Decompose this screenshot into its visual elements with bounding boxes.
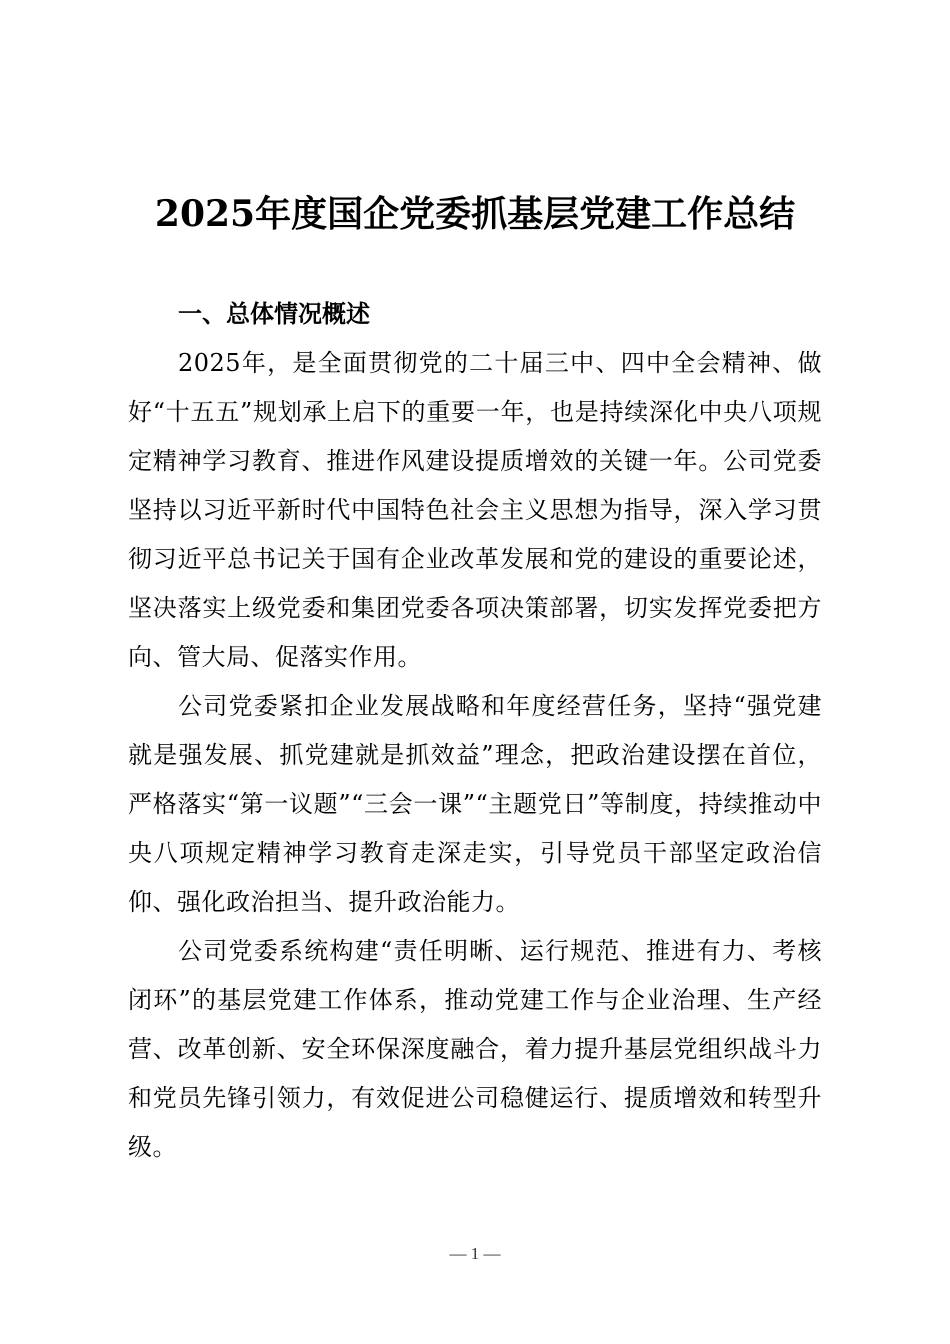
section-heading: 一、总体情况概述 [178, 300, 370, 328]
page-number: — 1 — [449, 1244, 501, 1263]
document-body [128, 290, 822, 1172]
paragraph: 公司党委紧扣企业发展战略和年度经营任务，坚持“强党建就是强发展、抓党建就是抓效益”理念，把政治建设摆在首位，严格落实“第一议题”“三会一课”“主题党日”等制度，持续推动中央八项规定精神学习教育走深走实，引导党员干部坚定政治信仰、强化政治担当、提升政治能力。 [128, 692, 822, 916]
document-title: 2025年度国企党委抓基层党建工作总结 [154, 193, 796, 235]
paragraph: 2025年，是全面贯彻党的二十届三中、四中全会精神、做好“十五五”规划承上启下的重要一年，也是持续深化中央八项规定精神学习教育、推进作风建设提质增效的关键一年。公司党委坚持以习近平新时代中国特色社会主义思想为指导，深入学习贯彻习近平总书记关于国有企业改革发展和党的建设的重要论述，坚决落实上级党委和集团党委各项决策部署，切实发挥党委把方向、管大局、促落实作用。 [128, 349, 822, 671]
paragraph: 公司党委系统构建“责任明晰、运行规范、推进有力、考核闭环”的基层党建工作体系，推动党建工作与企业治理、生产经营、改革创新、安全环保深度融合，着力提升基层党组织战斗力和党员先锋引领力，有效促进公司稳健运行、提质增效和转型升级。 [128, 937, 822, 1161]
